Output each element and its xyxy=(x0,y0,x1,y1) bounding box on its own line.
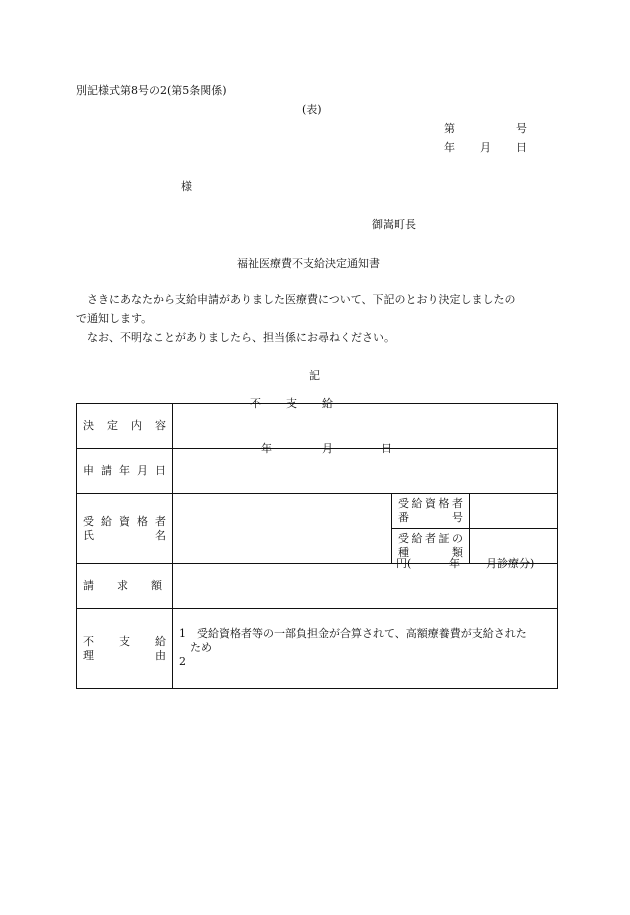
claim-label-cell xyxy=(77,564,173,609)
reason-label-2: 理由 xyxy=(83,648,166,662)
name-value-cell xyxy=(173,494,392,564)
qual-no-label-2: 番号 xyxy=(398,511,463,524)
issuer: 御嵩町長 xyxy=(372,218,416,231)
apply-date-label: 申請年月日 xyxy=(83,464,166,477)
reason-1: 1 受給資格者等の一部負担金が合算されて、高額療養費が支給された xyxy=(179,627,527,640)
number-go: 号 xyxy=(516,122,527,135)
row-name-1 xyxy=(77,494,558,529)
apply-date-value-cell xyxy=(173,442,558,494)
claim-label: 請求額 xyxy=(83,579,162,592)
recipient-suffix: 様 xyxy=(181,180,192,193)
row-apply-date xyxy=(77,449,558,494)
cert-type-label-2: 種類 xyxy=(398,546,463,559)
claim-month: 月診療分) xyxy=(486,557,535,570)
decision-value-2: 支 xyxy=(286,397,297,410)
reason-1-cont: ため xyxy=(190,641,212,654)
date-day: 日 xyxy=(516,141,527,154)
claim-value-cell xyxy=(173,557,558,609)
name-label-2: 氏名 xyxy=(83,528,166,542)
qual-no-value-cell xyxy=(470,494,558,529)
apply-date-year: 年 xyxy=(261,442,272,455)
apply-date-month: 月 xyxy=(322,442,333,455)
name-label-cell xyxy=(77,494,173,564)
body-line-2: で通知します。 xyxy=(76,312,153,325)
apply-date-label-cell xyxy=(77,449,173,494)
number-dai: 第 xyxy=(444,122,455,135)
body-line-1: さきにあなたから支給申請がありました医療費について、下記のとおり決定しましたの xyxy=(87,293,516,306)
date-month: 月 xyxy=(480,141,491,154)
body-line-3: なお、不明なことがありましたら、担当係にお尋ねください。 xyxy=(87,331,395,344)
row-claim xyxy=(77,564,558,609)
decision-label: 決定内容 xyxy=(83,419,166,432)
cert-type-label-1: 受給者証の xyxy=(398,532,463,545)
reason-label-cell xyxy=(77,609,173,689)
claim-year: 年 xyxy=(449,557,460,570)
reason-2: 2 xyxy=(179,655,186,668)
reason-value-cell xyxy=(173,609,558,689)
name-label-1: 受給資格者 xyxy=(83,514,166,528)
reason-label-1: 不支給 xyxy=(83,634,166,648)
qual-no-label-cell xyxy=(392,494,470,529)
decision-value-3: 給 xyxy=(322,397,333,410)
qual-no-label-1: 受給資格者 xyxy=(398,497,463,510)
form-reference: 別記様式第8号の2(第5条関係) xyxy=(76,84,227,97)
decision-value-cell xyxy=(173,397,558,449)
side-label: (表) xyxy=(302,103,322,116)
row-decision xyxy=(77,404,558,449)
decision-table xyxy=(76,397,558,689)
decision-value-1: 不 xyxy=(250,397,261,410)
claim-yen: 円( xyxy=(396,557,412,570)
decision-label-cell xyxy=(77,404,173,449)
apply-date-day: 日 xyxy=(381,442,392,455)
ki-heading: 記 xyxy=(309,369,320,382)
body-text xyxy=(76,290,560,347)
row-reason xyxy=(77,609,558,689)
date-year: 年 xyxy=(444,141,455,154)
document-title: 福祉医療費不支給決定通知書 xyxy=(237,257,380,270)
